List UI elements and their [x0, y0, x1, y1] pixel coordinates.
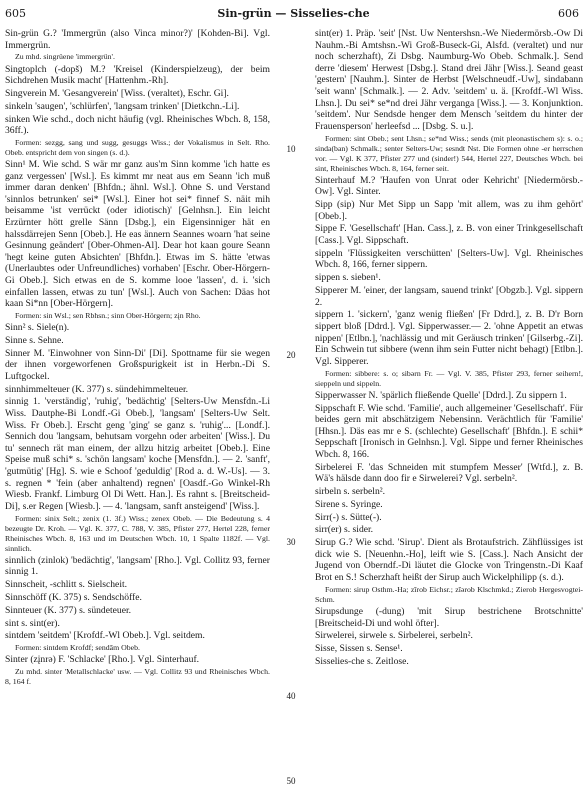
dictionary-entry: Sirr(-) s. Sütte(-). — [315, 511, 382, 523]
dictionary-entry: sinken Wie schd., doch nicht häufig (vgl. Rheinisches Wbch. 8, 158, 36ff.). — [5, 113, 270, 137]
dictionary-entry: sippern 1. 'sickern', 'ganz wenig fließen' [Fr Ddrd.], z. B. D'r Born sippert bloß [Ddrd.]. Vgl. Sipperwasser.— 2. 'ohne Appetit an etwas nippen' [Etlbn.], 'nachlässig und mit Geräusch trinken' [Gilserbg.-Zi]. Ein Schwein tut sibbere (wenn ihm sein Futter nicht behagt) [Etlbn.]. Vgl. Sipperer. — [315, 309, 583, 367]
dictionary-entry: Sisse, Sissen s. Sense¹. — [315, 643, 403, 655]
line-number: 30 — [286, 537, 296, 547]
line-number: 50 — [286, 776, 296, 786]
dictionary-entry: sippen s. sieben¹. — [315, 272, 381, 284]
dictionary-entry: sintdem 'seitdem' [Krofdf.-Wl Obeb.]. Vgl. seitdem. — [5, 630, 205, 642]
dictionary-entry: sinnig 1. 'verständig', 'ruhig', 'bedächtig' [Selters-Uw Mensfdn.-Li Wiss. Dautphe-Bi Londf.-Gi Obeb.], 'langsam' [Selters-Uw Selt. Wiss. Fr Obeb.]. Erscht geng 'ging' se ganz s. 'ruhig'... [Londf.]. Sennich dou 'langsam, behutsam vorgehn oder arbeiten' [Wiss.]. Du tu' sennech rät man einem, der allzu hitzig arbeitet [Obeb.]. Eine Speise muß schi* s. 'schön langsam' koche [Mensfdn.]. — 2. 'sanft', 'gutmütig' [Hg]. S. wie e Schoof 'geduldig' [Rod a. d. W.-Us]. — 3. s. regnen * 'fein (aber anhaltend) regnen' [Oasdf.-Go Winkel-Rh Wiesb. Frankf. Limburg Ol Di Wett. Han.]. Es rahnt s. [Breitscheid-Di], s.er Regen [Wiesb.]. — 4. 'langsam, sanft ansteigend' [Wiss.]. — [5, 396, 270, 512]
right-column — [315, 28, 583, 793]
entry-notes: Formen: sirup Osthm.-Ha; zīrob Eichsr.; zīərob Klschmkd.; Zierob Hergesvogtei-Schm. — [315, 584, 583, 604]
entry-notes: Zu mhd. singrüene 'immergrün'. — [15, 52, 115, 62]
dictionary-entry: sint(er) 1. Präp. 'seit' [Nst. Uw Nentershsn.-We Niedermörsb.-Ow Di Nauhm.-Bi Amtshsn.-Wi Groß-Buseck-Gi, Alsfd. (veraltet) und nur noch scherzhaft), Zi Dsbg. Naumburg-Wo Obeb. Schmalk.]. Send derre 'diesem' Herwest [Dsbg.]. Stand drei Jähr [Wiss.]. Seand geast 'gestern' [Nauhm.]. Sinter de Herbst [Welschneudf.-Uw], sindabann 'seit wann' [Schmalk.]. — 2. Adv. 'seitdem' u. ä. [Krofdf.-Wl Wiss. Lhsn.]. Du sei* se*nd drei Jähr verganga [Wiss.]. — 3. Konjunktion. 'seitdem'. Nur Sendsde henger dem Mensch 'seitdem du hinter der Frauensperson' herleefsd ... [Dsbg. S. u.]. — [315, 28, 583, 132]
dictionary-entry: Sinnscheit, -schlitt s. Sielscheit. — [5, 579, 128, 591]
dictionary-entry: sinnhimmelteuer (K. 377) s. sündehimmelteuer. — [5, 383, 189, 395]
dictionary-entry: Sinnschöff (K. 375) s. Sendschöffe. — [5, 591, 142, 603]
dictionary-entry: sirr(er) s. sider. — [315, 524, 374, 536]
dictionary-entry: Sin-grün G.? 'Immergrün (also Vinca minor?)' [Kohden-Bi]. Vgl. Immergrün. — [5, 28, 270, 51]
line-number: 20 — [286, 350, 296, 360]
dictionary-entry: sint s. sint(er). — [5, 617, 60, 629]
entry-notes: Formen: sibbere: s. o; sibərn Fr. — Vgl. V. 385, Pfister 293, ferner seihern!, sieppeln und sippeln. — [315, 368, 583, 388]
line-number: 10 — [286, 144, 296, 154]
dictionary-entry: Sirene s. Syringe. — [315, 498, 383, 510]
dictionary-entry: Sinner M. 'Einwohner von Sinn-Di' [Di]. Spottname für sie wegen der ihnen vorgeworfenen Großspurigkeit ist in Herbn.-Di S. Luftgockel. — [5, 347, 270, 382]
dictionary-entry: Sirwelerei, sirwele s. Sirbelerei, serbeln². — [315, 630, 473, 642]
page-number-right: 606 — [558, 7, 579, 20]
dictionary-entry: Sipperwasser N. 'spärlich fließende Quelle' [Ddrd.]. Zu sippern 1. — [315, 389, 567, 401]
dictionary-entry: Singverein M. 'Gesangverein' [Wiss. (veraltet), Eschr. Gi]. — [5, 87, 229, 99]
line-number: 40 — [286, 691, 296, 701]
dictionary-entry: sirbeln s. serbeln². — [315, 486, 386, 498]
dictionary-entry: sinnlich (zinlok) 'bedächtig', 'langsam' [Rho.]. Vgl. Collitz 93, ferner sinnig 1. — [5, 554, 270, 578]
dictionary-entry: Sippe F. 'Gesellschaft' [Han. Cass.], z. B. von einer Trinkgesellschaft [Cass.]. Vgl. Sippschaft. — [315, 223, 583, 247]
page-number-left: 605 — [5, 7, 26, 20]
entry-notes: Formen: sint Obeb.; sent Lhsn.; se*nd Wiss.; sends (mit pleonastischem s): s. o.; sinda(ban) Schmalk.; senter Selters-Uw; sesndt Nst. Die Formen ohne -er herrschen vor. — Vgl. K 377, Pfister 277 und (sinder!) 544, Hertel 227, Deutsches Wbch. bei sint, Rheinisches Wbch. 8, 164, ferner seit. — [315, 133, 583, 173]
dictionary-entry: sinkeln 'saugen', 'schlürfen', 'langsam trinken' [Dietkchn.-Li]. — [5, 100, 240, 112]
dictionary-entry: Sinn¹ M. Wie schd. S wär mr ganz aus'm Sinn komme 'ich hatte es ganz vergessen' [Wsl.]. Es kimmt mr neat aus em Seann 'ich muß immer daran denken' [Bhfdn.; ähnl. Wsl.]. Ohne S. und Verstand 'sinnlos betrunken' sei* [Wsl.]. Einer hot sei* finnef S. näit mih beisamme 'ist verrückt (oder idiotisch)' [Gelnhsn.]. Ein leicht Erzürnter hött grelle Sänn [Dsbg.], ein Eigensinniger hät en halssdärrejen Senn [Obeb.]. He eas ännern Seannes woarn 'hat seine Gesinnung geändert' [Ober-Ohmen-Al]. Dear hot kaan goure Seann 'hegt keine guten Absichten' [Bhfdn.]. Etwas im S. hätte 'etwas (Unerlaubtes oder Unfreundliches) vorhaben' [Eschr. Ober-Hörgern-Gi Obeb.]. Sich etwas en de S. komme looe 'lassen', d. i. 'sich einfallen lassen, etwas zu tun' [Wsl.]. Auch von Sachen: Däas hot kaan Si*nn [Ober-Hörgern]. — [5, 159, 270, 310]
entry-notes: Zu mhd. sinter 'Metallschlacke' usw. — Vgl. Collitz 93 und Rheinisches Wbch. 8, 164 f. — [5, 667, 270, 687]
dictionary-entry: Sirbelerei F. 'das Schneiden mit stumpfem Messer' [Wtfd.], z. B. Wä's hälsde dann doo fir e Sirwelerei? Vgl. serbeln². — [315, 461, 583, 485]
entry-notes: Formen: sinix Selt.; zenix (1. 3f.) Wiss.; zenex Obeb. — Die Bedeutung s. 4 bezeugte Dr. Kroh. — Vgl. K. 377, C. 788, V. 385, Pfister 277, Hertel 228, ferner Rheinisches Wbch. 8, 163 und im Deutschen Wbch. 10, 1 Spalte 1182f. — Vgl. sinnlich. — [5, 513, 270, 553]
dictionary-entry: Sipperer M. 'einer, der langsam, sauend trinkt' [Obgzb.]. Vgl. sippern 2. — [315, 285, 583, 308]
dictionary-entry: Sinter (zįnrə) F. 'Schlacke' [Rho.]. Vgl. Sinterhauf. — [5, 654, 200, 666]
entry-notes: Formen: sezgg, sang und sugg, gesuggs Wiss.; der Vokalismus in Selt. Rho. Obeb. entspricht dem von singen (s. d.). — [5, 137, 270, 157]
line-number-gutter — [271, 28, 311, 793]
dictionary-entry: Sirupsdunge (-dung) 'mit Sirup bestrichene Brotschnitte' [Breitscheid-Di und wohl öfter]. — [315, 605, 583, 629]
page-header — [0, 0, 587, 20]
dictionary-entry: Singtoplch (-dopš) M.? 'Kreisel (Kinderspielzeug), der beim Sichdrehen Musik macht' [Hattenhm.-Rh]. — [5, 63, 270, 87]
dictionary-entry: sippeln 'Flüssigkeiten verschütten' [Selters-Uw]. Vgl. Rheinisches Wbch. 8, 166, ferner sippern. — [315, 247, 583, 271]
dictionary-entry: Sinterhauf M.? 'Haufen von Unrat oder Kehricht' [Niedermörsb.-Ow]. Vgl. Sinter. — [315, 174, 583, 198]
left-column — [5, 28, 270, 793]
dictionary-entry: Sipp (sip) Nur Met Sipp un Sapp 'mit allem, was zu ihm gehört' [Obeb.]. — [315, 199, 583, 222]
entry-notes: Formen: sintdem Krofdf; sendām Obeb. — [15, 643, 140, 653]
dictionary-entry: Sinn² s. Siele(n). — [5, 322, 70, 334]
dictionary-entry: Sirup G.? Wie schd. 'Sirup'. Dient als Brotaufstrich. Zähflüssiges ist dick wie S. [Neuenhn.-Ho], leift wie S. [Cass.]. Nach Ansicht der Jugend von Oberndf.-Di läutet die Glocke von Tringenstn.-Di Kaaf Brot en S.! Scherzhaft heißt der Sirup auch Wickelphilipp (s. d.). — [315, 537, 583, 583]
dictionary-entry: Sinnteuer (K. 377) s. sündeteuer. — [5, 604, 132, 616]
dictionary-entry: Sisselies-che s. Zeitlose. — [315, 655, 409, 667]
dictionary-entry: Sippschaft F. Wie schd. 'Familie', auch allgemeiner 'Gesellschaft'. Für beides gern mit abschätzigem Nebensinn. Verächtlich für 'Familie' [Hhsn.]. Däs eas mr e S. (schlechte) Gesellschaft' [Bhfdn.]. E schii* Seppschaft [Ironisch in Gelnhsn.]. Vgl. Sippe und ferner Rheinisches Wbch. 8, 166. — [315, 402, 583, 460]
running-head: Sin-grün — Sisselies-che — [217, 7, 370, 20]
entry-notes: Formen: sin Wsl.; sen Rbhsn.; sinn Ober-Hörgern; zįn Rho. — [15, 310, 201, 320]
dictionary-entry: Sinne s. Sehne. — [5, 334, 64, 346]
